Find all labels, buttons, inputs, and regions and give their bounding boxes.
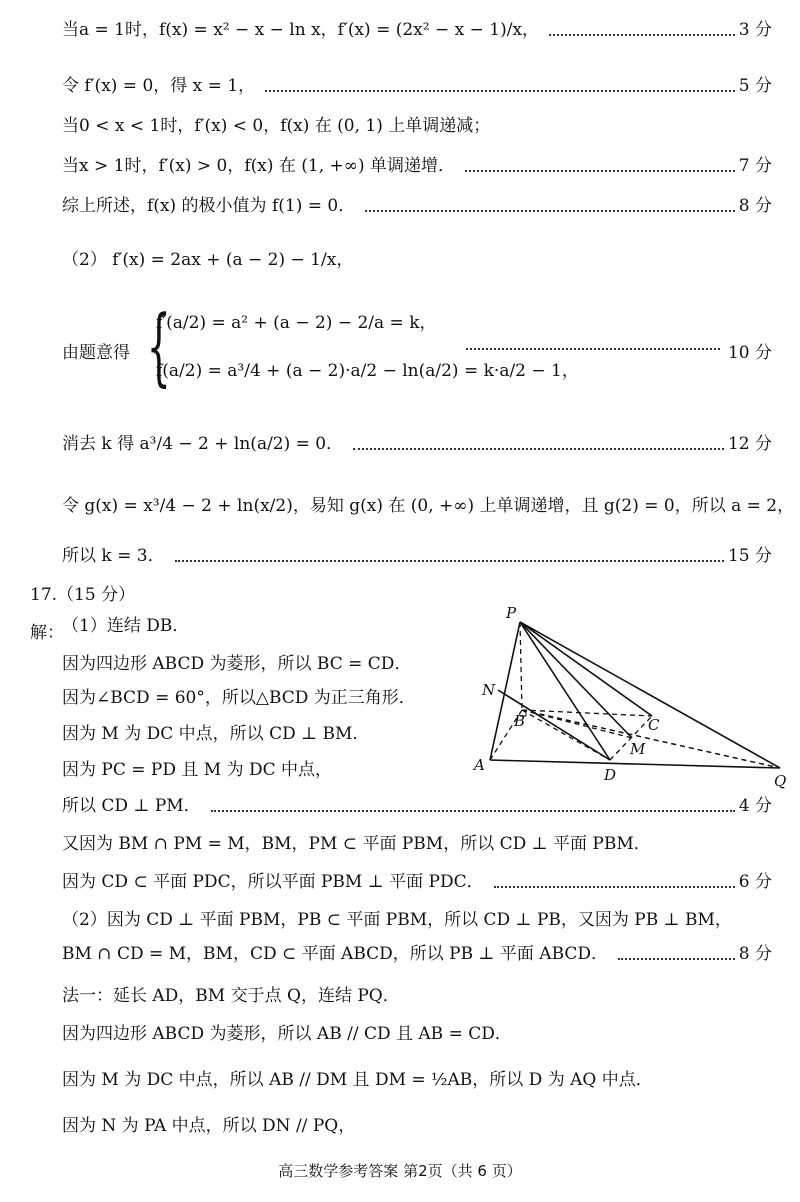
question-17-heading: 17.（15 分） — [30, 585, 136, 605]
label-Q: Q — [774, 772, 787, 790]
score-points: 5 分 — [738, 76, 772, 96]
edge-PC — [520, 622, 652, 716]
answer-line-text: 所以 CD ⊥ PM． — [62, 796, 201, 816]
q17-line-3 — [62, 690, 440, 707]
edge-PQ — [520, 622, 780, 768]
answer-line-text: 令 f′(x) = 0，得 x = 1， — [62, 76, 256, 96]
answer-line-text: 因为 M 为 DC 中点，所以 AB // DM 且 DM = ½AB，所以 D 为 AQ 中点． — [62, 1070, 653, 1090]
q17-line-5 — [62, 762, 440, 779]
answer-line-text: （2） f′(x) = 2ax + (a − 2) − 1/x， — [62, 250, 354, 270]
score-points: 8 分 — [738, 944, 772, 964]
system-equation-2: f(a/2) = a³/4 + (a − 2)·a/2 − ln(a/2) = k·a/2 − 1， — [156, 361, 579, 381]
pyramid-figure — [462, 600, 792, 800]
equation-system — [62, 297, 772, 400]
label-N: N — [482, 681, 496, 699]
answer-line-text: BM ∩ CD = M，BM，CD ⊂ 平面 ABCD，所以 PB ⊥ 平面 ABCD． — [62, 944, 609, 964]
q17-line-2 — [62, 656, 440, 673]
answer-line-2 — [62, 78, 772, 95]
label-D: D — [604, 766, 617, 784]
q17-line-9 — [62, 912, 772, 929]
score-points: 12 分 — [727, 434, 772, 454]
score-points: 4 分 — [738, 796, 772, 816]
q17-line-11 — [62, 988, 772, 1005]
edge-PM — [520, 622, 632, 738]
answer-line-text: 当a = 1时，f(x) = x² − x − ln x，f′(x) = (2x² − x − 1)/x， — [62, 20, 540, 40]
q17-line-13 — [62, 1072, 772, 1089]
answer-line-text: 因为 PC = PD 且 M 为 DC 中点， — [62, 760, 333, 780]
answer-line-text: 法一：延长 AD，BM 交于点 Q，连结 PQ． — [62, 986, 400, 1006]
score-points: 7 分 — [738, 156, 772, 176]
score-points: 15 分 — [727, 546, 772, 566]
system-label: 由题意得 — [62, 343, 130, 363]
answer-line-text: 因为 N 为 PA 中点，所以 DN // PQ， — [62, 1116, 356, 1136]
answer-line-text: 因为 M 为 DC 中点，所以 CD ⊥ BM． — [62, 724, 370, 744]
answer-line-6 — [62, 252, 772, 269]
answer-line-text: 因为 CD ⊂ 平面 PDC，所以平面 PBM ⊥ 平面 PDC． — [62, 872, 484, 892]
q17-line-7 — [62, 836, 772, 853]
answer-line-text: 因为四边形 ABCD 为菱形，所以 AB // CD 且 AB = CD． — [62, 1024, 512, 1044]
edge-AQ — [490, 760, 780, 768]
q17-line-14 — [62, 1118, 772, 1135]
label-P: P — [506, 604, 517, 622]
score-points: 3 分 — [738, 20, 772, 40]
label-M: M — [630, 740, 646, 758]
answer-line-7 — [62, 436, 772, 453]
left-brace: { — [146, 297, 171, 395]
system-equation-1: f′(a/2) = a² + (a − 2) − 2/a = k， — [156, 313, 437, 333]
answer-line-8 — [62, 496, 795, 516]
q17-line-8 — [62, 874, 772, 891]
score-points: 6 分 — [738, 872, 772, 892]
edge-PB — [520, 622, 522, 710]
answer-line-9 — [62, 548, 772, 565]
edge-PD — [520, 622, 610, 760]
page-footer: 高三数学参考答案 第2页（共 6 页） — [278, 1162, 522, 1180]
answer-line-text: 消去 k 得 a³/4 − 2 + ln(a/2) = 0． — [62, 434, 344, 454]
q17-line-1 — [62, 618, 440, 635]
answer-line-3 — [62, 118, 772, 135]
answer-line-text: 当x > 1时，f′(x) > 0，f(x) 在 (1, +∞) 单调递增． — [62, 156, 455, 176]
answer-line-text: 令 g(x) = x³/4 − 2 + ln(x/2)，易知 g(x) 在 (0, +∞) 上单调递增，且 g(2) = 0，所以 a = 2， — [62, 496, 795, 516]
answer-line-text: 因为∠BCD = 60°，所以△BCD 为正三角形． — [62, 688, 416, 708]
answer-line-text: （2）因为 CD ⊥ 平面 PBM，PB ⊂ 平面 PBM，所以 CD ⊥ PB，又因为 PB ⊥ BM， — [62, 910, 732, 930]
score-points: 8 分 — [738, 196, 772, 216]
answer-line-text: 当0 < x < 1时，f′(x) < 0，f(x) 在 (0, 1) 上单调递减； — [62, 116, 491, 136]
answer-line-5 — [62, 198, 772, 215]
q17-line-10 — [62, 946, 772, 963]
q17-line-12 — [62, 1026, 772, 1043]
score-points: 10 分 — [727, 343, 772, 363]
q17-line-4 — [62, 726, 440, 743]
answer-line-text: 又因为 BM ∩ PM = M，BM，PM ⊂ 平面 PBM，所以 CD ⊥ 平面 PBM． — [62, 834, 651, 854]
answer-line-text: （1）连结 DB． — [62, 616, 190, 636]
answer-line-1 — [62, 22, 772, 39]
label-B: B — [514, 712, 526, 730]
answer-line-text: 所以 k = 3． — [62, 546, 165, 566]
answer-line-4 — [62, 158, 772, 175]
label-C: C — [648, 716, 660, 734]
solution-label: 解： — [30, 623, 64, 643]
q17-line-6 — [62, 798, 772, 815]
answer-line-text: 综上所述，f(x) 的极小值为 f(1) = 0． — [62, 196, 356, 216]
label-A: A — [474, 756, 485, 774]
answer-line-text: 因为四边形 ABCD 为菱形，所以 BC = CD． — [62, 654, 412, 674]
